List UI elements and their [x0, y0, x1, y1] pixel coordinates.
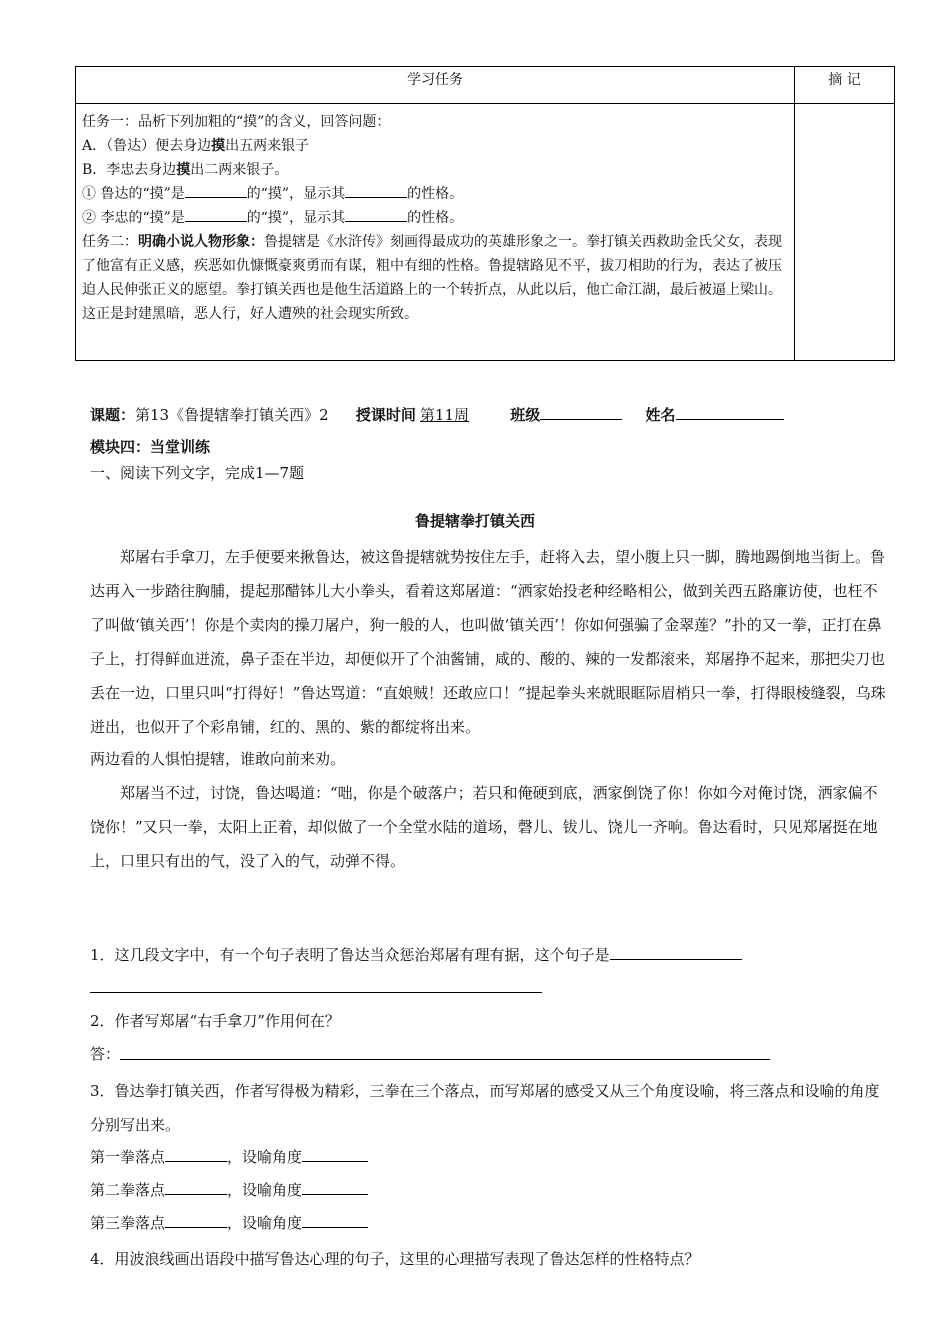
notes-cell[interactable] [795, 104, 895, 361]
article-paragraph-3: 郑屠当不过，讨饶，鲁达喝道：“咄，你是个破落户；若只和俺硬到底，洒家倒饶了你！你如今对俺讨饶，洒家偏不饶你！”又只一拳，太阳上正着，却似做了一个全堂水陆的道场，磬儿、钹儿、饶儿一齐响。鲁达看时，只见郑屠挺在地上，口里只有出的气，没了入的气，动弹不得。 [90, 784, 878, 870]
question-2: 2．作者写郑屠“右手拿刀”作用何在？ [90, 1012, 340, 1030]
learning-task-table [75, 66, 895, 361]
answer-blank[interactable] [185, 206, 247, 222]
table-header-task: 学习任务 [76, 67, 795, 104]
task-content-cell [76, 104, 795, 361]
answer-blank[interactable] [345, 182, 407, 198]
name-blank[interactable] [676, 404, 784, 420]
task2-paragraph: 任务二：明确小说人物形象：鲁提辖是《水浒传》刻画得最成功的英雄形象之一。拳打镇关西救助金氏父女，表现了他富有正义感，疾恶如仇慷慨豪爽勇而有谋，粗中有细的性格。鲁提辖路见不平，拔刀相助的行为，表达了被压迫人民伸张正义的愿望。拳打镇关西也是他生活道路上的一个转折点，从此以后，他亡命江湖，最后被逼上梁山。这正是封建黑暗，恶人行，好人遭殃的社会现实所致。 [82, 234, 782, 322]
article-title: 鲁提辖拳打镇关西 [414, 512, 535, 530]
article-paragraph-2: 两边看的人惧怕提辖，谁敢向前来劝。 [90, 750, 346, 768]
answer-blank[interactable] [302, 1146, 368, 1162]
task1-item-a: A．（鲁达）便去身边摸出五两来银子 [82, 138, 310, 154]
answer-blank[interactable] [165, 1212, 227, 1228]
answer-blank[interactable] [165, 1179, 227, 1195]
punch-2-row: 第二拳落点 ，设喻角度 [90, 1179, 890, 1200]
table-header-notes: 摘 记 [795, 67, 895, 104]
punch-3-row: 第三拳落点 ，设喻角度 [90, 1212, 890, 1233]
reading-instruction: 一、阅读下列文字，完成1—7题 [90, 464, 305, 482]
task1-question-2: ② 李忠的“摸”是 的“摸”，显示其 的性格。 [82, 206, 788, 230]
answer-blank[interactable] [165, 1146, 227, 1162]
answer-blank[interactable] [302, 1212, 368, 1228]
task1-title: 任务一：品析下列加粗的“摸”的含义，回答问题： [82, 114, 391, 130]
answer-line-q1[interactable] [90, 992, 542, 993]
answer-blank[interactable] [185, 182, 247, 198]
task1-question-1: ① 鲁达的“摸”是 的“摸”，显示其 的性格。 [82, 182, 788, 206]
class-blank[interactable] [540, 404, 622, 420]
article-paragraph-1: 郑屠右手拿刀，左手便要来揪鲁达，被这鲁提辖就势按住左手，赶将入去，望小腹上只一脚，腾地踢倒地当街上。鲁达再入一步踏往胸脯，提起那醋钵儿大小拳头，看着这郑屠道：“洒家始投老种经略相公，做到关西五路廉访使，也枉不了叫做‘镇关西’！你是个卖肉的操刀屠户，狗一般的人，也叫做‘镇关西’！你如何强骗了金翠莲？”扑的又一拳，正打在鼻子上，打得鲜血迸流，鼻子歪在半边，却便似开了个油酱铺，咸的、酸的、辣的一发都滚来，郑屠挣不起来，那把尖刀也丢在一边，口里只叫“打得好！”鲁达骂道：“直娘贼！还敢应口！”提起拳头来就眼眶际眉梢只一拳，打得眼棱缝裂，乌珠迸出，也似开了个彩帛铺，红的、黑的、紫的都绽将出来。 [90, 548, 886, 736]
punch-1-row: 第一拳落点 ，设喻角度 [90, 1146, 890, 1167]
module-title: 模块四：当堂训练 [90, 438, 211, 456]
bold-mo-a: 摸 [211, 138, 226, 154]
lesson-header: 课题：第13《鲁提辖拳打镇关西》2 授课时间 第11周 班级 姓名 [90, 404, 890, 425]
question-2-answer: 答： [90, 1045, 121, 1063]
answer-blank[interactable] [345, 206, 407, 222]
answer-blank[interactable] [610, 944, 742, 960]
article-body [90, 540, 890, 878]
question-1: 1．这几段文字中，有一个句子表明了鲁达当众惩治郑屠有理有据，这个句子是 [90, 944, 890, 965]
task1-item-b: B．李忠去身边摸出二两来银子。 [82, 162, 289, 178]
answer-line-q2[interactable] [120, 1059, 770, 1060]
question-4: 4．用波浪线画出语段中描写鲁达心理的句子，这里的心理描写表现了鲁达怎样的性格特点？ [90, 1250, 700, 1268]
question-3: 3．鲁达拳打镇关西，作者写得极为精彩，三拳在三个落点，而写郑屠的感受又从三个角度设喻，将三落点和设喻的角度分别写出来。 [90, 1082, 880, 1134]
bold-mo-b: 摸 [176, 162, 191, 178]
answer-blank[interactable] [302, 1179, 368, 1195]
